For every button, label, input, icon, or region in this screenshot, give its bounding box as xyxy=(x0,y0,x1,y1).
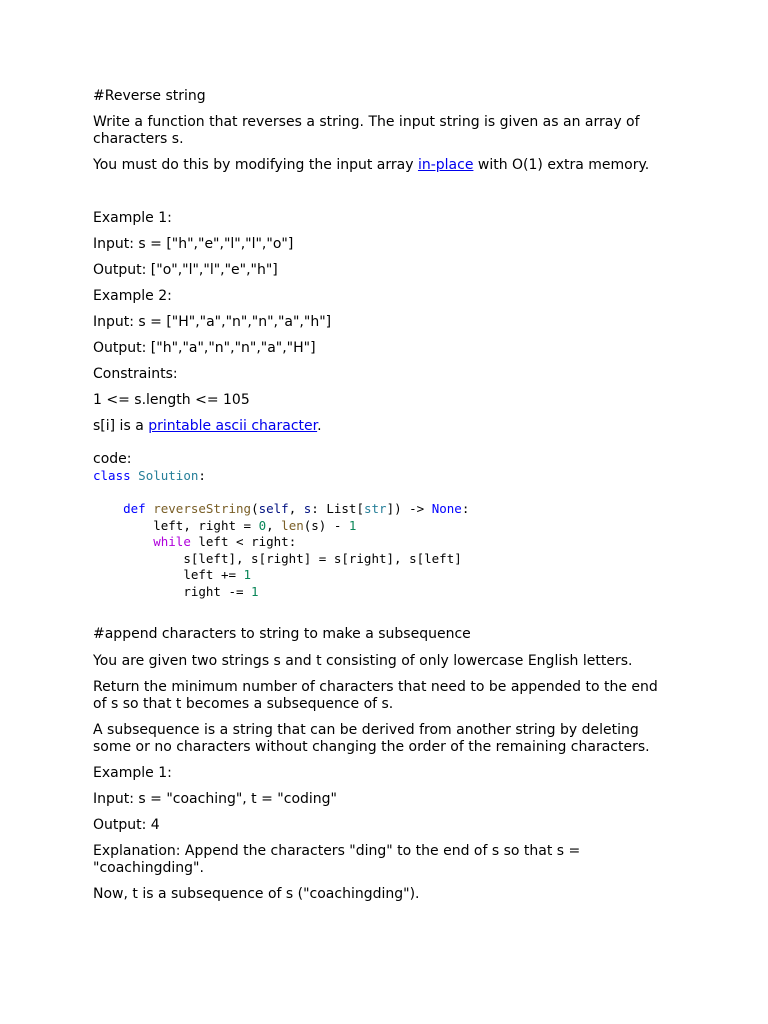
code-while-cond: left < right: xyxy=(190,534,297,549)
constraint-ascii-after: . xyxy=(317,418,322,434)
printable-ascii-link[interactable]: printable ascii character xyxy=(148,418,318,434)
constraints-label: Constraints: xyxy=(93,366,178,382)
constraint-length: 1 <= s.length <= 105 xyxy=(93,392,250,408)
example1-label: Example 1: xyxy=(93,210,172,226)
constraint-ascii xyxy=(93,418,673,435)
code-self: self xyxy=(258,501,289,516)
inplace-text-after: with O(1) extra memory. xyxy=(473,157,650,173)
code-swap-line: s[left], s[right] = s[right], s[left] xyxy=(183,550,462,566)
subsequence-now: Now, t is a subsequence of s ("coachingding"). xyxy=(93,886,420,902)
code-label: code: xyxy=(93,451,132,467)
example2-label: Example 2: xyxy=(93,288,172,304)
inplace-text-before: You must do this by modifying the input array xyxy=(93,157,418,173)
example2-output: Output: ["h","a","n","n","a","H"] xyxy=(93,340,316,356)
code-left-inc: left += xyxy=(183,567,244,582)
example2-input: Input: s = ["H","a","n","n","a","h"] xyxy=(93,314,332,330)
code-def-kw: def xyxy=(123,501,146,516)
code-left-right-init: left, right = xyxy=(153,517,259,533)
section-heading-subsequence: #append characters to string to make a subsequence xyxy=(93,626,471,642)
subsequence-example1-input: Input: s = "coaching", t = "coding" xyxy=(93,791,337,807)
code-one-b: 1 xyxy=(243,567,252,582)
section-heading-reverse-string: #Reverse string xyxy=(93,88,206,104)
example1-output: Output: ["o","l","l","e","h"] xyxy=(93,262,278,278)
code-right-dec: right -= xyxy=(183,583,252,599)
subsequence-p3: A subsequence is a string that can be derived from another string by deleting some or no characters without changing the order of the remaining characters. xyxy=(93,722,650,755)
code-one-c: 1 xyxy=(251,583,259,599)
inplace-paragraph xyxy=(93,157,673,174)
example1-input: Input: s = ["h","e","l","l","o"] xyxy=(93,236,294,252)
code-while-kw: while xyxy=(153,534,191,549)
code-none-kw: None xyxy=(431,501,462,516)
code-block: class Solution: def reverseString(self, s: List[str]) -> None: left, right = 0, len(s) - 1 while left < right: s[left], s[right] = s[right], s[left] left += 1 right -= 1 xyxy=(93,468,470,599)
subsequence-example1-output: Output: 4 xyxy=(93,817,160,833)
problem-description: Write a function that reverses a string. The input string is given as an array of characters s. xyxy=(93,114,640,147)
subsequence-explanation: Explanation: Append the characters "ding" to the end of s so that s = "coachingding". xyxy=(93,843,581,876)
code-type-list: List xyxy=(326,501,357,516)
code-len-tail: (s) - xyxy=(303,517,349,533)
in-place-link[interactable]: in-place xyxy=(417,157,474,173)
code-zero: 0 xyxy=(258,517,267,533)
constraint-ascii-before: s[i] is a xyxy=(93,418,149,434)
code-type-str: str xyxy=(364,501,387,516)
subsequence-p2: Return the minimum number of characters that need to be appended to the end of s so that t becomes a subsequence of s. xyxy=(93,679,658,712)
code-func-name: reverseString xyxy=(153,501,252,516)
subsequence-example1-label: Example 1: xyxy=(93,765,172,781)
code-one-a: 1 xyxy=(348,517,357,533)
document-body xyxy=(93,86,673,903)
code-class-name: Solution xyxy=(138,468,199,483)
code-class-kw: class xyxy=(93,468,131,483)
code-len-fn: len xyxy=(281,517,304,533)
code-colon: : xyxy=(198,468,206,483)
subsequence-p1: You are given two strings s and t consisting of only lowercase English letters. xyxy=(93,653,633,669)
code-param-s: s xyxy=(303,501,312,516)
